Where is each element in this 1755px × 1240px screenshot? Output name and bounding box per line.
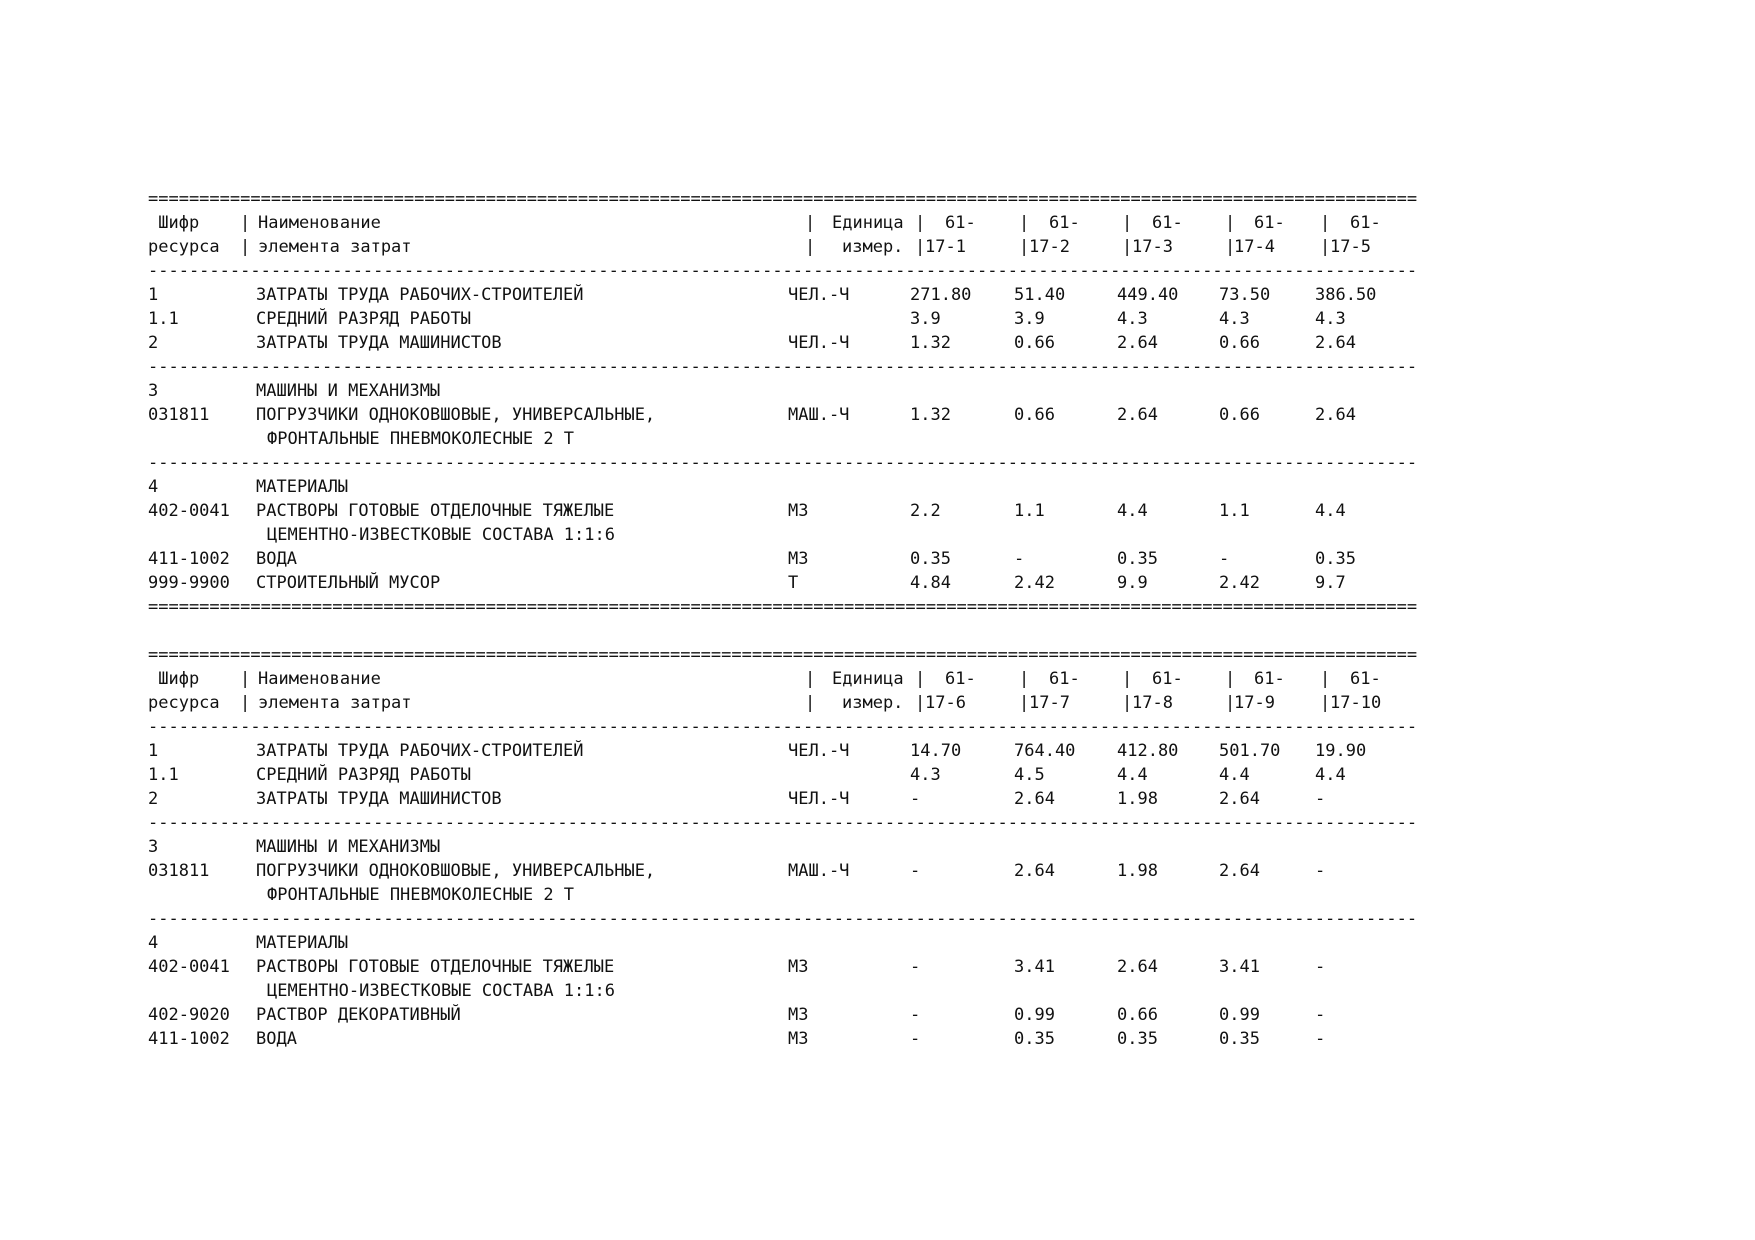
value-cell: 2.64 [1014, 861, 1055, 881]
column-pipe: | [240, 237, 251, 257]
unit-cell: Т [788, 573, 799, 593]
value-column-header: 61- [1350, 213, 1381, 233]
value-cell: 4.3 [1219, 309, 1250, 329]
unit-column-header: Единица [832, 669, 904, 689]
value-cell: 3.9 [1014, 309, 1045, 329]
resource-name: ЗАТРАТЫ ТРУДА МАШИНИСТОВ [256, 333, 502, 353]
code-column-header: ресурса [148, 693, 220, 713]
value-column-header: 17-7 [1029, 693, 1070, 713]
column-pipe: | [1225, 693, 1236, 713]
value-cell: 1.1 [1219, 501, 1250, 521]
value-cell: 271.80 [910, 285, 972, 305]
table-row [148, 547, 1448, 571]
value-cell: 2.42 [1014, 573, 1055, 593]
value-column-header: 61- [1350, 669, 1381, 689]
resource-code: 402-0041 [148, 501, 230, 521]
resource-code: 1.1 [148, 765, 179, 785]
name-column-header: Наименование [258, 213, 381, 233]
table-row [148, 883, 1448, 907]
double-rule-line [148, 643, 1448, 667]
unit-column-header: Единица [832, 213, 904, 233]
value-column-header: 61- [1049, 213, 1080, 233]
value-cell: - [1315, 1005, 1326, 1025]
value-cell: 3.9 [910, 309, 941, 329]
resource-code: 999-9900 [148, 573, 230, 593]
column-pipe: | [1225, 669, 1236, 689]
table-header-line-2 [148, 691, 1448, 715]
double-rule: ============================================================================================================================ [148, 189, 1418, 209]
value-cell: 4.4 [1219, 765, 1250, 785]
dashed-rule-line [148, 451, 1448, 475]
value-column-header: 17-5 [1330, 237, 1371, 257]
table-row [148, 739, 1448, 763]
column-pipe: | [240, 213, 251, 233]
resource-code: 4 [148, 933, 159, 953]
double-rule: ============================================================================================================================ [148, 597, 1418, 617]
resource-name: ЗАТРАТЫ ТРУДА РАБОЧИХ-СТРОИТЕЛЕЙ [256, 741, 584, 761]
unit-cell: М3 [788, 549, 809, 569]
unit-cell: ЧЕЛ.-Ч [788, 333, 850, 353]
value-cell: - [1315, 957, 1326, 977]
value-cell: 0.35 [1315, 549, 1356, 569]
resource-name-continuation: ФРОНТАЛЬНЫЕ ПНЕВМОКОЛЕСНЫЕ 2 Т [267, 429, 575, 449]
code-column-header: Шифр [148, 213, 200, 233]
resource-name: СТРОИТЕЛЬНЫЙ МУСОР [256, 573, 441, 593]
column-pipe: | [915, 237, 926, 257]
resource-name-continuation: ЦЕМЕНТНО-ИЗВЕСТКОВЫЕ СОСТАВА 1:1:6 [267, 525, 615, 545]
resource-code: 411-1002 [148, 1029, 230, 1049]
table-row [148, 979, 1448, 1003]
value-column-header: 61- [1152, 669, 1183, 689]
value-cell: 0.66 [1117, 1005, 1158, 1025]
unit-column-header: измер. [842, 237, 904, 257]
table-row [148, 475, 1448, 499]
code-column-header: ресурса [148, 237, 220, 257]
unit-cell: М3 [788, 1029, 809, 1049]
value-cell: 0.35 [910, 549, 951, 569]
dashed-rule-line [148, 715, 1448, 739]
column-pipe: | [805, 693, 816, 713]
column-pipe: | [1019, 213, 1030, 233]
table-header-line-2 [148, 235, 1448, 259]
dashed-rule: ---------------------------------------------------------------------------------------------------------------------------- [148, 357, 1418, 377]
table-row [148, 307, 1448, 331]
value-cell: - [1219, 549, 1230, 569]
dashed-rule: ---------------------------------------------------------------------------------------------------------------------------- [148, 909, 1418, 929]
value-column-header: 61- [1254, 213, 1285, 233]
value-cell: 0.35 [1219, 1029, 1260, 1049]
resource-code: 1 [148, 285, 159, 305]
value-column-header: 17-2 [1029, 237, 1070, 257]
resource-name: МАШИНЫ И МЕХАНИЗМЫ [256, 381, 441, 401]
value-cell: 0.66 [1014, 333, 1055, 353]
value-cell: 4.3 [1117, 309, 1148, 329]
resource-code: 2 [148, 333, 159, 353]
column-pipe: | [240, 693, 251, 713]
value-cell: 4.4 [1315, 501, 1346, 521]
resource-table-1 [148, 187, 1448, 619]
dashed-rule-line [148, 355, 1448, 379]
value-cell: 4.3 [1315, 309, 1346, 329]
value-column-header: 61- [1152, 213, 1183, 233]
value-cell: 1.98 [1117, 789, 1158, 809]
value-cell: 2.64 [1315, 405, 1356, 425]
unit-cell: ЧЕЛ.-Ч [788, 285, 850, 305]
table-row [148, 931, 1448, 955]
resource-name: ВОДА [256, 549, 297, 569]
resource-code: 402-0041 [148, 957, 230, 977]
value-cell: 0.66 [1219, 405, 1260, 425]
table-row [148, 787, 1448, 811]
unit-cell: М3 [788, 501, 809, 521]
value-cell: 0.35 [1014, 1029, 1055, 1049]
value-cell: 1.32 [910, 405, 951, 425]
resource-code: 4 [148, 477, 159, 497]
table-row [148, 1003, 1448, 1027]
column-pipe: | [1019, 669, 1030, 689]
value-cell: 386.50 [1315, 285, 1377, 305]
value-cell: 0.35 [1117, 549, 1158, 569]
value-cell: - [1315, 1029, 1326, 1049]
value-cell: 2.64 [1014, 789, 1055, 809]
dashed-rule: ---------------------------------------------------------------------------------------------------------------------------- [148, 453, 1418, 473]
column-pipe: | [1320, 669, 1331, 689]
value-cell: - [1315, 789, 1326, 809]
value-cell: 51.40 [1014, 285, 1066, 305]
value-cell: - [1014, 549, 1025, 569]
value-column-header: 17-9 [1234, 693, 1275, 713]
value-column-header: 17-8 [1132, 693, 1173, 713]
resource-name-continuation: ФРОНТАЛЬНЫЕ ПНЕВМОКОЛЕСНЫЕ 2 Т [267, 885, 575, 905]
column-pipe: | [915, 669, 926, 689]
resource-code: 3 [148, 837, 159, 857]
value-cell: 0.66 [1014, 405, 1055, 425]
table-row [148, 571, 1448, 595]
double-rule: ============================================================================================================================ [148, 645, 1418, 665]
dashed-rule-line [148, 259, 1448, 283]
unit-cell: М3 [788, 957, 809, 977]
resource-name: ЗАТРАТЫ ТРУДА РАБОЧИХ-СТРОИТЕЛЕЙ [256, 285, 584, 305]
resource-code: 031811 [148, 405, 210, 425]
value-column-header: 61- [1049, 669, 1080, 689]
column-pipe: | [805, 237, 816, 257]
column-pipe: | [1122, 213, 1133, 233]
resource-name-continuation: ЦЕМЕНТНО-ИЗВЕСТКОВЫЕ СОСТАВА 1:1:6 [267, 981, 615, 1001]
name-column-header: Наименование [258, 669, 381, 689]
unit-cell: МАШ.-Ч [788, 861, 850, 881]
column-pipe: | [1225, 213, 1236, 233]
resource-name: МАШИНЫ И МЕХАНИЗМЫ [256, 837, 441, 857]
dashed-rule: ---------------------------------------------------------------------------------------------------------------------------- [148, 813, 1418, 833]
column-pipe: | [915, 693, 926, 713]
value-cell: - [910, 1029, 921, 1049]
value-cell: 2.42 [1219, 573, 1260, 593]
column-pipe: | [915, 213, 926, 233]
unit-cell: ЧЕЛ.-Ч [788, 741, 850, 761]
column-pipe: | [1225, 237, 1236, 257]
column-pipe: | [1320, 237, 1331, 257]
table-row [148, 427, 1448, 451]
value-cell: - [910, 789, 921, 809]
resource-name: ВОДА [256, 1029, 297, 1049]
value-cell: 3.41 [1219, 957, 1260, 977]
resource-name: ЗАТРАТЫ ТРУДА МАШИНИСТОВ [256, 789, 502, 809]
resource-code: 2 [148, 789, 159, 809]
value-cell: 449.40 [1117, 285, 1179, 305]
value-cell: 2.64 [1117, 957, 1158, 977]
value-cell: 4.4 [1315, 765, 1346, 785]
column-pipe: | [1320, 693, 1331, 713]
value-column-header: 61- [945, 213, 976, 233]
value-column-header: 17-6 [925, 693, 966, 713]
value-column-header: 61- [1254, 669, 1285, 689]
unit-cell: ЧЕЛ.-Ч [788, 789, 850, 809]
name-column-header: элемента затрат [258, 693, 412, 713]
unit-column-header: измер. [842, 693, 904, 713]
value-cell: - [910, 861, 921, 881]
value-cell: 9.9 [1117, 573, 1148, 593]
table-row [148, 1027, 1448, 1051]
value-cell: 0.35 [1117, 1029, 1158, 1049]
value-cell: 412.80 [1117, 741, 1179, 761]
unit-cell: МАШ.-Ч [788, 405, 850, 425]
value-cell: 2.64 [1117, 405, 1158, 425]
value-cell: - [910, 957, 921, 977]
value-cell: 9.7 [1315, 573, 1346, 593]
table-row [148, 331, 1448, 355]
column-pipe: | [1122, 693, 1133, 713]
dashed-rule-line [148, 907, 1448, 931]
resource-code: 402-9020 [148, 1005, 230, 1025]
column-pipe: | [240, 669, 251, 689]
value-cell: 1.98 [1117, 861, 1158, 881]
value-cell: 2.64 [1315, 333, 1356, 353]
value-cell: 1.1 [1014, 501, 1045, 521]
value-cell: 4.84 [910, 573, 951, 593]
table-header-line-1 [148, 667, 1448, 691]
resource-name: РАСТВОРЫ ГОТОВЫЕ ОТДЕЛОЧНЫЕ ТЯЖЕЛЫЕ [256, 957, 615, 977]
value-cell: 2.64 [1219, 861, 1260, 881]
resource-name: СРЕДНИЙ РАЗРЯД РАБОТЫ [256, 765, 471, 785]
value-cell: 501.70 [1219, 741, 1281, 761]
table-row [148, 763, 1448, 787]
table-row [148, 835, 1448, 859]
column-pipe: | [1320, 213, 1331, 233]
table-row [148, 379, 1448, 403]
resource-name: ПОГРУЗЧИКИ ОДНОКОВШОВЫЕ, УНИВЕРСАЛЬНЫЕ, [256, 861, 656, 881]
value-cell: 4.4 [1117, 501, 1148, 521]
resource-name: ПОГРУЗЧИКИ ОДНОКОВШОВЫЕ, УНИВЕРСАЛЬНЫЕ, [256, 405, 656, 425]
value-cell: 3.41 [1014, 957, 1055, 977]
value-cell: 764.40 [1014, 741, 1076, 761]
value-cell: 1.32 [910, 333, 951, 353]
resource-code: 1 [148, 741, 159, 761]
dashed-rule: ---------------------------------------------------------------------------------------------------------------------------- [148, 717, 1418, 737]
double-rule-line [148, 595, 1448, 619]
value-cell: 2.64 [1117, 333, 1158, 353]
name-column-header: элемента затрат [258, 237, 412, 257]
resource-code: 031811 [148, 861, 210, 881]
table-row [148, 859, 1448, 883]
dashed-rule: ---------------------------------------------------------------------------------------------------------------------------- [148, 261, 1418, 281]
table-row [148, 955, 1448, 979]
column-pipe: | [1122, 237, 1133, 257]
table-row [148, 283, 1448, 307]
resource-name: РАСТВОРЫ ГОТОВЫЕ ОТДЕЛОЧНЫЕ ТЯЖЕЛЫЕ [256, 501, 615, 521]
code-column-header: Шифр [148, 669, 200, 689]
value-cell: 73.50 [1219, 285, 1271, 305]
column-pipe: | [1019, 237, 1030, 257]
resource-name: СРЕДНИЙ РАЗРЯД РАБОТЫ [256, 309, 471, 329]
resource-code: 411-1002 [148, 549, 230, 569]
value-cell: 4.5 [1014, 765, 1045, 785]
resource-code: 3 [148, 381, 159, 401]
value-cell: 2.2 [910, 501, 941, 521]
unit-cell: М3 [788, 1005, 809, 1025]
table-row [148, 403, 1448, 427]
column-pipe: | [805, 213, 816, 233]
column-pipe: | [805, 669, 816, 689]
value-cell: - [1315, 861, 1326, 881]
value-column-header: 17-4 [1234, 237, 1275, 257]
resource-code: 1.1 [148, 309, 179, 329]
value-cell: 2.64 [1219, 789, 1260, 809]
column-pipe: | [1122, 669, 1133, 689]
resource-table-2 [148, 643, 1448, 1051]
value-cell: 14.70 [910, 741, 962, 761]
value-cell: 19.90 [1315, 741, 1367, 761]
value-cell: 0.99 [1014, 1005, 1055, 1025]
table-row [148, 499, 1448, 523]
value-column-header: 61- [945, 669, 976, 689]
resource-name: МАТЕРИАЛЫ [256, 933, 349, 953]
dashed-rule-line [148, 811, 1448, 835]
table-header-line-1 [148, 211, 1448, 235]
table-row [148, 523, 1448, 547]
value-cell: 4.3 [910, 765, 941, 785]
resource-name: РАСТВОР ДЕКОРАТИВНЫЙ [256, 1005, 461, 1025]
column-pipe: | [1019, 693, 1030, 713]
value-cell: - [910, 1005, 921, 1025]
value-cell: 0.99 [1219, 1005, 1260, 1025]
value-cell: 0.66 [1219, 333, 1260, 353]
double-rule-line [148, 187, 1448, 211]
value-column-header: 17-1 [925, 237, 966, 257]
value-column-header: 17-3 [1132, 237, 1173, 257]
resource-name: МАТЕРИАЛЫ [256, 477, 349, 497]
value-column-header: 17-10 [1330, 693, 1382, 713]
value-cell: 4.4 [1117, 765, 1148, 785]
